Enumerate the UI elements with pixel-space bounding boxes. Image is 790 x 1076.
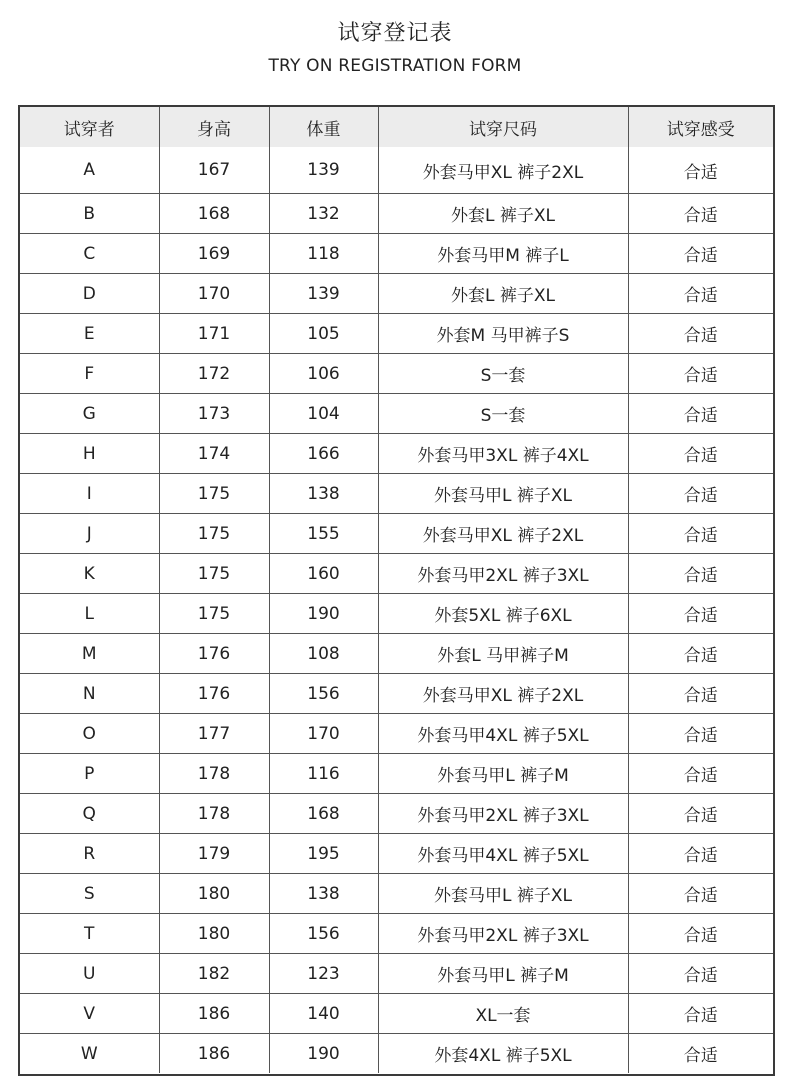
cell-weight: 116 (269, 754, 378, 794)
cell-feeling: 合适 (628, 394, 773, 434)
cell-weight: 118 (269, 234, 378, 274)
cell-weight: 190 (269, 1034, 378, 1074)
cell-height: 175 (159, 514, 269, 554)
cell-height: 170 (159, 274, 269, 314)
cell-tester: K (20, 554, 159, 594)
cell-height: 182 (159, 954, 269, 994)
cell-weight: 155 (269, 514, 378, 554)
table-row (20, 794, 773, 834)
registration-table-frame (18, 105, 775, 1076)
cell-feeling: 合适 (628, 874, 773, 914)
cell-tester: S (20, 874, 159, 914)
cell-feeling: 合适 (628, 954, 773, 994)
cell-height: 167 (159, 147, 269, 194)
table-row (20, 147, 773, 194)
cell-size: 外套马甲L 裤子M (378, 754, 628, 794)
cell-height: 172 (159, 354, 269, 394)
cell-tester: D (20, 274, 159, 314)
cell-height: 173 (159, 394, 269, 434)
table-row (20, 714, 773, 754)
cell-weight: 190 (269, 594, 378, 634)
cell-weight: 139 (269, 147, 378, 194)
cell-size: 外套马甲XL 裤子2XL (378, 674, 628, 714)
cell-weight: 160 (269, 554, 378, 594)
cell-tester: J (20, 514, 159, 554)
cell-size: 外套马甲XL 裤子2XL (378, 147, 628, 194)
table-row (20, 994, 773, 1034)
table-row (20, 394, 773, 434)
cell-tester: P (20, 754, 159, 794)
cell-size: S一套 (378, 394, 628, 434)
cell-size: 外套马甲4XL 裤子5XL (378, 714, 628, 754)
cell-weight: 170 (269, 714, 378, 754)
cell-size: 外套L 裤子XL (378, 194, 628, 234)
cell-feeling: 合适 (628, 834, 773, 874)
cell-feeling: 合适 (628, 434, 773, 474)
cell-feeling: 合适 (628, 674, 773, 714)
cell-feeling: 合适 (628, 274, 773, 314)
cell-feeling: 合适 (628, 514, 773, 554)
cell-feeling: 合适 (628, 754, 773, 794)
cell-tester: W (20, 1034, 159, 1074)
cell-size: 外套马甲4XL 裤子5XL (378, 834, 628, 874)
column-header-height: 身高 (159, 107, 269, 147)
cell-tester: T (20, 914, 159, 954)
cell-tester: H (20, 434, 159, 474)
cell-weight: 105 (269, 314, 378, 354)
cell-height: 186 (159, 1034, 269, 1074)
cell-height: 176 (159, 674, 269, 714)
table-row (20, 474, 773, 514)
table-row (20, 914, 773, 954)
table-row (20, 274, 773, 314)
cell-feeling: 合适 (628, 1034, 773, 1074)
table-row (20, 1034, 773, 1074)
cell-tester: B (20, 194, 159, 234)
cell-weight: 140 (269, 994, 378, 1034)
cell-height: 175 (159, 474, 269, 514)
cell-tester: R (20, 834, 159, 874)
cell-size: 外套马甲3XL 裤子4XL (378, 434, 628, 474)
cell-tester: Q (20, 794, 159, 834)
table-row (20, 954, 773, 994)
cell-weight: 106 (269, 354, 378, 394)
table-header-row (20, 107, 773, 147)
cell-height: 169 (159, 234, 269, 274)
cell-feeling: 合适 (628, 714, 773, 754)
cell-size: 外套马甲L 裤子M (378, 954, 628, 994)
cell-weight: 156 (269, 674, 378, 714)
cell-height: 179 (159, 834, 269, 874)
cell-weight: 168 (269, 794, 378, 834)
table-row (20, 754, 773, 794)
table-row (20, 514, 773, 554)
cell-height: 168 (159, 194, 269, 234)
cell-feeling: 合适 (628, 147, 773, 194)
table-row (20, 434, 773, 474)
cell-feeling: 合适 (628, 634, 773, 674)
table-row (20, 554, 773, 594)
cell-tester: F (20, 354, 159, 394)
table-row (20, 634, 773, 674)
cell-feeling: 合适 (628, 314, 773, 354)
cell-height: 178 (159, 794, 269, 834)
cell-tester: A (83, 160, 96, 180)
cell-weight: 108 (269, 634, 378, 674)
cell-tester: O (20, 714, 159, 754)
table-row (20, 874, 773, 914)
cell-size: 外套马甲XL 裤子2XL (378, 514, 628, 554)
table-row (20, 314, 773, 354)
cell-feeling: 合适 (628, 474, 773, 514)
cell-tester: N (20, 674, 159, 714)
cell-size: 外套马甲L 裤子XL (378, 474, 628, 514)
cell-height: 175 (159, 594, 269, 634)
cell-weight: 139 (269, 274, 378, 314)
cell-height: 186 (159, 994, 269, 1034)
cell-size: 外套马甲2XL 裤子3XL (378, 914, 628, 954)
cell-size: 外套5XL 裤子6XL (378, 594, 628, 634)
cell-feeling: 合适 (628, 594, 773, 634)
cell-height: 174 (159, 434, 269, 474)
table-row (20, 674, 773, 714)
cell-size: 外套马甲L 裤子XL (378, 874, 628, 914)
cell-tester: U (20, 954, 159, 994)
cell-feeling: 合适 (628, 794, 773, 834)
cell-weight: 123 (269, 954, 378, 994)
cell-height: 178 (159, 754, 269, 794)
cell-feeling: 合适 (628, 994, 773, 1034)
table-body (20, 147, 773, 1073)
column-header-feeling: 试穿感受 (628, 107, 773, 147)
cell-tester: V (20, 994, 159, 1034)
cell-tester: G (20, 394, 159, 434)
cell-height: 171 (159, 314, 269, 354)
cell-size: 外套L 马甲裤子M (378, 634, 628, 674)
cell-size: XL一套 (378, 994, 628, 1034)
cell-weight: 156 (269, 914, 378, 954)
cell-tester: I (20, 474, 159, 514)
cell-height: 177 (159, 714, 269, 754)
column-header-weight: 体重 (269, 107, 378, 147)
cell-weight: 104 (269, 394, 378, 434)
cell-weight: 132 (269, 194, 378, 234)
cell-feeling: 合适 (628, 234, 773, 274)
table-row (20, 594, 773, 634)
cell-feeling: 合适 (628, 914, 773, 954)
cell-size: 外套M 马甲裤子S (378, 314, 628, 354)
table-row (20, 194, 773, 234)
page-subtitle: TRY ON REGISTRATION FORM (268, 56, 522, 76)
page-title: 试穿登记表 (337, 21, 453, 46)
cell-height: 180 (159, 874, 269, 914)
column-header-size: 试穿尺码 (378, 107, 628, 147)
cell-height: 175 (159, 554, 269, 594)
cell-size: S一套 (378, 354, 628, 394)
cell-weight: 166 (269, 434, 378, 474)
cell-weight: 138 (269, 474, 378, 514)
cell-weight: 195 (269, 834, 378, 874)
table-row (20, 354, 773, 394)
table-row (20, 234, 773, 274)
cell-weight: 138 (269, 874, 378, 914)
cell-size: 外套L 裤子XL (378, 274, 628, 314)
cell-feeling: 合适 (628, 194, 773, 234)
column-header-tester: 试穿者 (20, 107, 159, 147)
cell-tester: E (20, 314, 159, 354)
cell-tester: L (20, 594, 159, 634)
registration-table (20, 107, 773, 1073)
cell-height: 176 (159, 634, 269, 674)
cell-size: 外套4XL 裤子5XL (378, 1034, 628, 1074)
cell-tester: C (20, 234, 159, 274)
cell-height: 180 (159, 914, 269, 954)
cell-feeling: 合适 (628, 354, 773, 394)
cell-tester: M (20, 634, 159, 674)
cell-size: 外套马甲M 裤子L (378, 234, 628, 274)
cell-feeling: 合适 (628, 554, 773, 594)
cell-size: 外套马甲2XL 裤子3XL (378, 794, 628, 834)
cell-size: 外套马甲2XL 裤子3XL (378, 554, 628, 594)
table-row (20, 834, 773, 874)
